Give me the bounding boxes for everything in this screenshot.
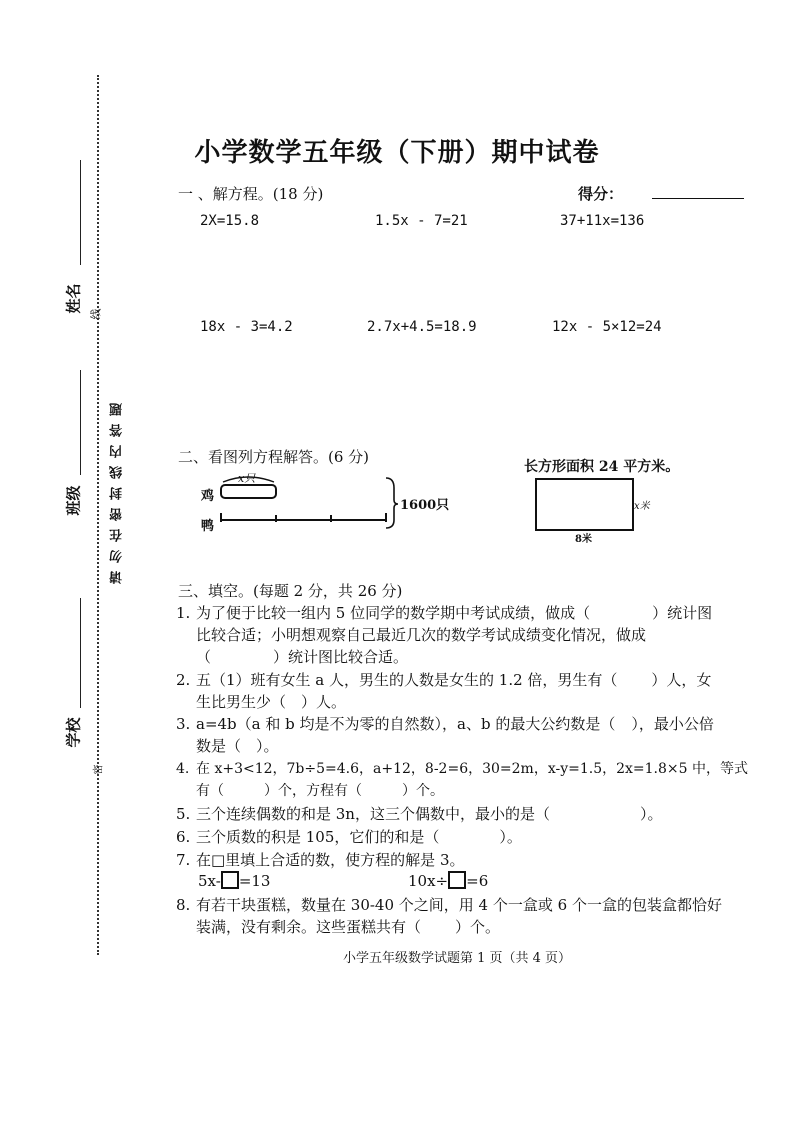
- question-6: [176, 826, 756, 848]
- class-label: 班级: [64, 485, 83, 516]
- question-6-text-b: ）。: [499, 828, 522, 846]
- binding-dotted-line: [97, 75, 99, 955]
- question-3-line1a: a=4b（a 和 b 均是不为零的自然数），a、b 的最大公约数是（: [196, 715, 616, 733]
- equation-5: 2.7x+4.5=18.9: [367, 319, 477, 335]
- score-label: 得分：: [578, 185, 624, 203]
- rectangle-shape: [535, 478, 634, 531]
- question-4-line2: [176, 780, 756, 802]
- question-7-equation-2: [408, 871, 488, 890]
- question-5-text-b: ）。: [639, 805, 663, 823]
- equation-6: 12x - 5×12=24: [552, 319, 662, 335]
- question-1-line3a: （: [196, 648, 212, 666]
- question-7-box-1[interactable]: [221, 871, 239, 889]
- question-8: [176, 894, 756, 938]
- question-7: [176, 849, 756, 871]
- question-5-text-a: 三个连续偶数的和是 3n，这三个偶数中，最小的是（: [196, 805, 550, 823]
- equation-2: 1.5x - 7=21: [375, 213, 468, 229]
- question-8-number: 8.: [176, 896, 191, 914]
- question-2-line1a: 五（1）班有女生 a 人，男生的人数是女生的 1.2 倍，男生有（: [196, 671, 618, 689]
- question-1-line3b: ）统计图比较合适。: [273, 648, 409, 666]
- question-3-number: 3.: [176, 715, 191, 733]
- question-1: [176, 602, 756, 668]
- unknown-x-label: x只: [238, 472, 256, 485]
- question-4-line2b: ）个，方程有（: [264, 783, 362, 799]
- binding-seal-char: 密: [93, 764, 105, 775]
- exam-title: 小学数学五年级（下册）期中试卷: [194, 138, 600, 168]
- question-4-number: 4.: [176, 761, 190, 777]
- question-2-line1b: ）人，女: [651, 671, 712, 689]
- chicken-label: 鸡: [201, 489, 215, 504]
- rectangle-bottom-label: 8米: [575, 534, 592, 545]
- question-7-equation-1: [198, 871, 270, 890]
- question-7-number: 7.: [176, 851, 191, 869]
- section1-heading: 一 、解方程。(18 分): [178, 185, 324, 203]
- page-footer: 小学五年级数学试题第 1 页（共 4 页）: [342, 951, 572, 966]
- question-1-line2: 比较合适；小明想观察自己最近几次的数学考试成绩变化情况，做成: [196, 626, 647, 644]
- school-underline: [80, 598, 82, 708]
- question-7-eq1-right: =13: [238, 872, 271, 890]
- equation-1: 2X=15.8: [200, 213, 260, 229]
- question-4: [176, 758, 756, 802]
- question-4-line2c: ）个。: [402, 783, 444, 799]
- section2-heading: 二、看图列方程解答。(6 分): [178, 448, 370, 466]
- question-8-line2: [176, 916, 756, 938]
- question-4-line1: 在 x+3<12，7b÷5=4.6，a+12，8-2=6，30=2m，x-y=1.5，2x=1.8×5 中，等式: [196, 761, 749, 777]
- question-1-number: 1.: [176, 604, 191, 622]
- equation-4: 18x - 3=4.2: [200, 319, 293, 335]
- question-2: [176, 669, 756, 713]
- question-4-line2a: 有（: [196, 783, 224, 799]
- question-6-text-a: 三个质数的积是 105，它们的和是（: [196, 828, 440, 846]
- question-5-number: 5.: [176, 805, 191, 823]
- question-5: [176, 803, 756, 825]
- total-label: 1600只: [400, 498, 450, 513]
- duck-label: 鸭: [201, 519, 215, 534]
- equation-3: 37+11x=136: [560, 213, 645, 229]
- section3-heading: 三、填空。(每题 2 分，共 26 分): [178, 582, 403, 600]
- question-7-eq1-left: 5x-: [198, 872, 221, 890]
- question-2-line2: 生比男生少（ ）人。: [196, 693, 347, 711]
- question-1-line1b: ）统计图: [652, 604, 713, 622]
- rectangle-side-label: x米: [634, 501, 650, 512]
- question-6-number: 6.: [176, 828, 191, 846]
- question-8-line1: 有若干块蛋糕，数量在 30-40 个之间，用 4 个一盒或 6 个一盒的包装盒都恰好: [196, 896, 722, 914]
- question-3: [176, 713, 756, 757]
- question-7-text: 在□里填上合适的数，使方程的解是 3。: [196, 851, 465, 869]
- question-3-line2: 数是（ ）。: [196, 737, 279, 755]
- question-7-eq2-right: =6: [466, 872, 489, 890]
- question-2-number: 2.: [176, 671, 191, 689]
- rectangle-caption: 长方形面积 24 平方米。: [524, 459, 680, 475]
- question-1-line3: [176, 646, 756, 668]
- class-underline: [80, 370, 82, 475]
- name-underline: [80, 160, 82, 265]
- binding-note: 请勿在密封线内答题: [110, 395, 125, 584]
- binding-line-char: 线: [89, 308, 103, 320]
- score-blank[interactable]: [652, 198, 744, 199]
- question-7-box-2[interactable]: [448, 871, 466, 889]
- question-1-line1a: 为了便于比较一组内 5 位同学的数学期中考试成绩，做成（: [196, 604, 591, 622]
- question-7-eq2-left: 10x÷: [408, 872, 449, 890]
- name-label: 姓名: [64, 283, 83, 314]
- school-label: 学校: [64, 717, 83, 748]
- question-8-line2b: ）个。: [455, 918, 501, 936]
- question-3-line1b: ），最小公倍: [631, 715, 714, 733]
- question-8-line2a: 装满，没有剩余。这些蛋糕共有（: [196, 918, 422, 936]
